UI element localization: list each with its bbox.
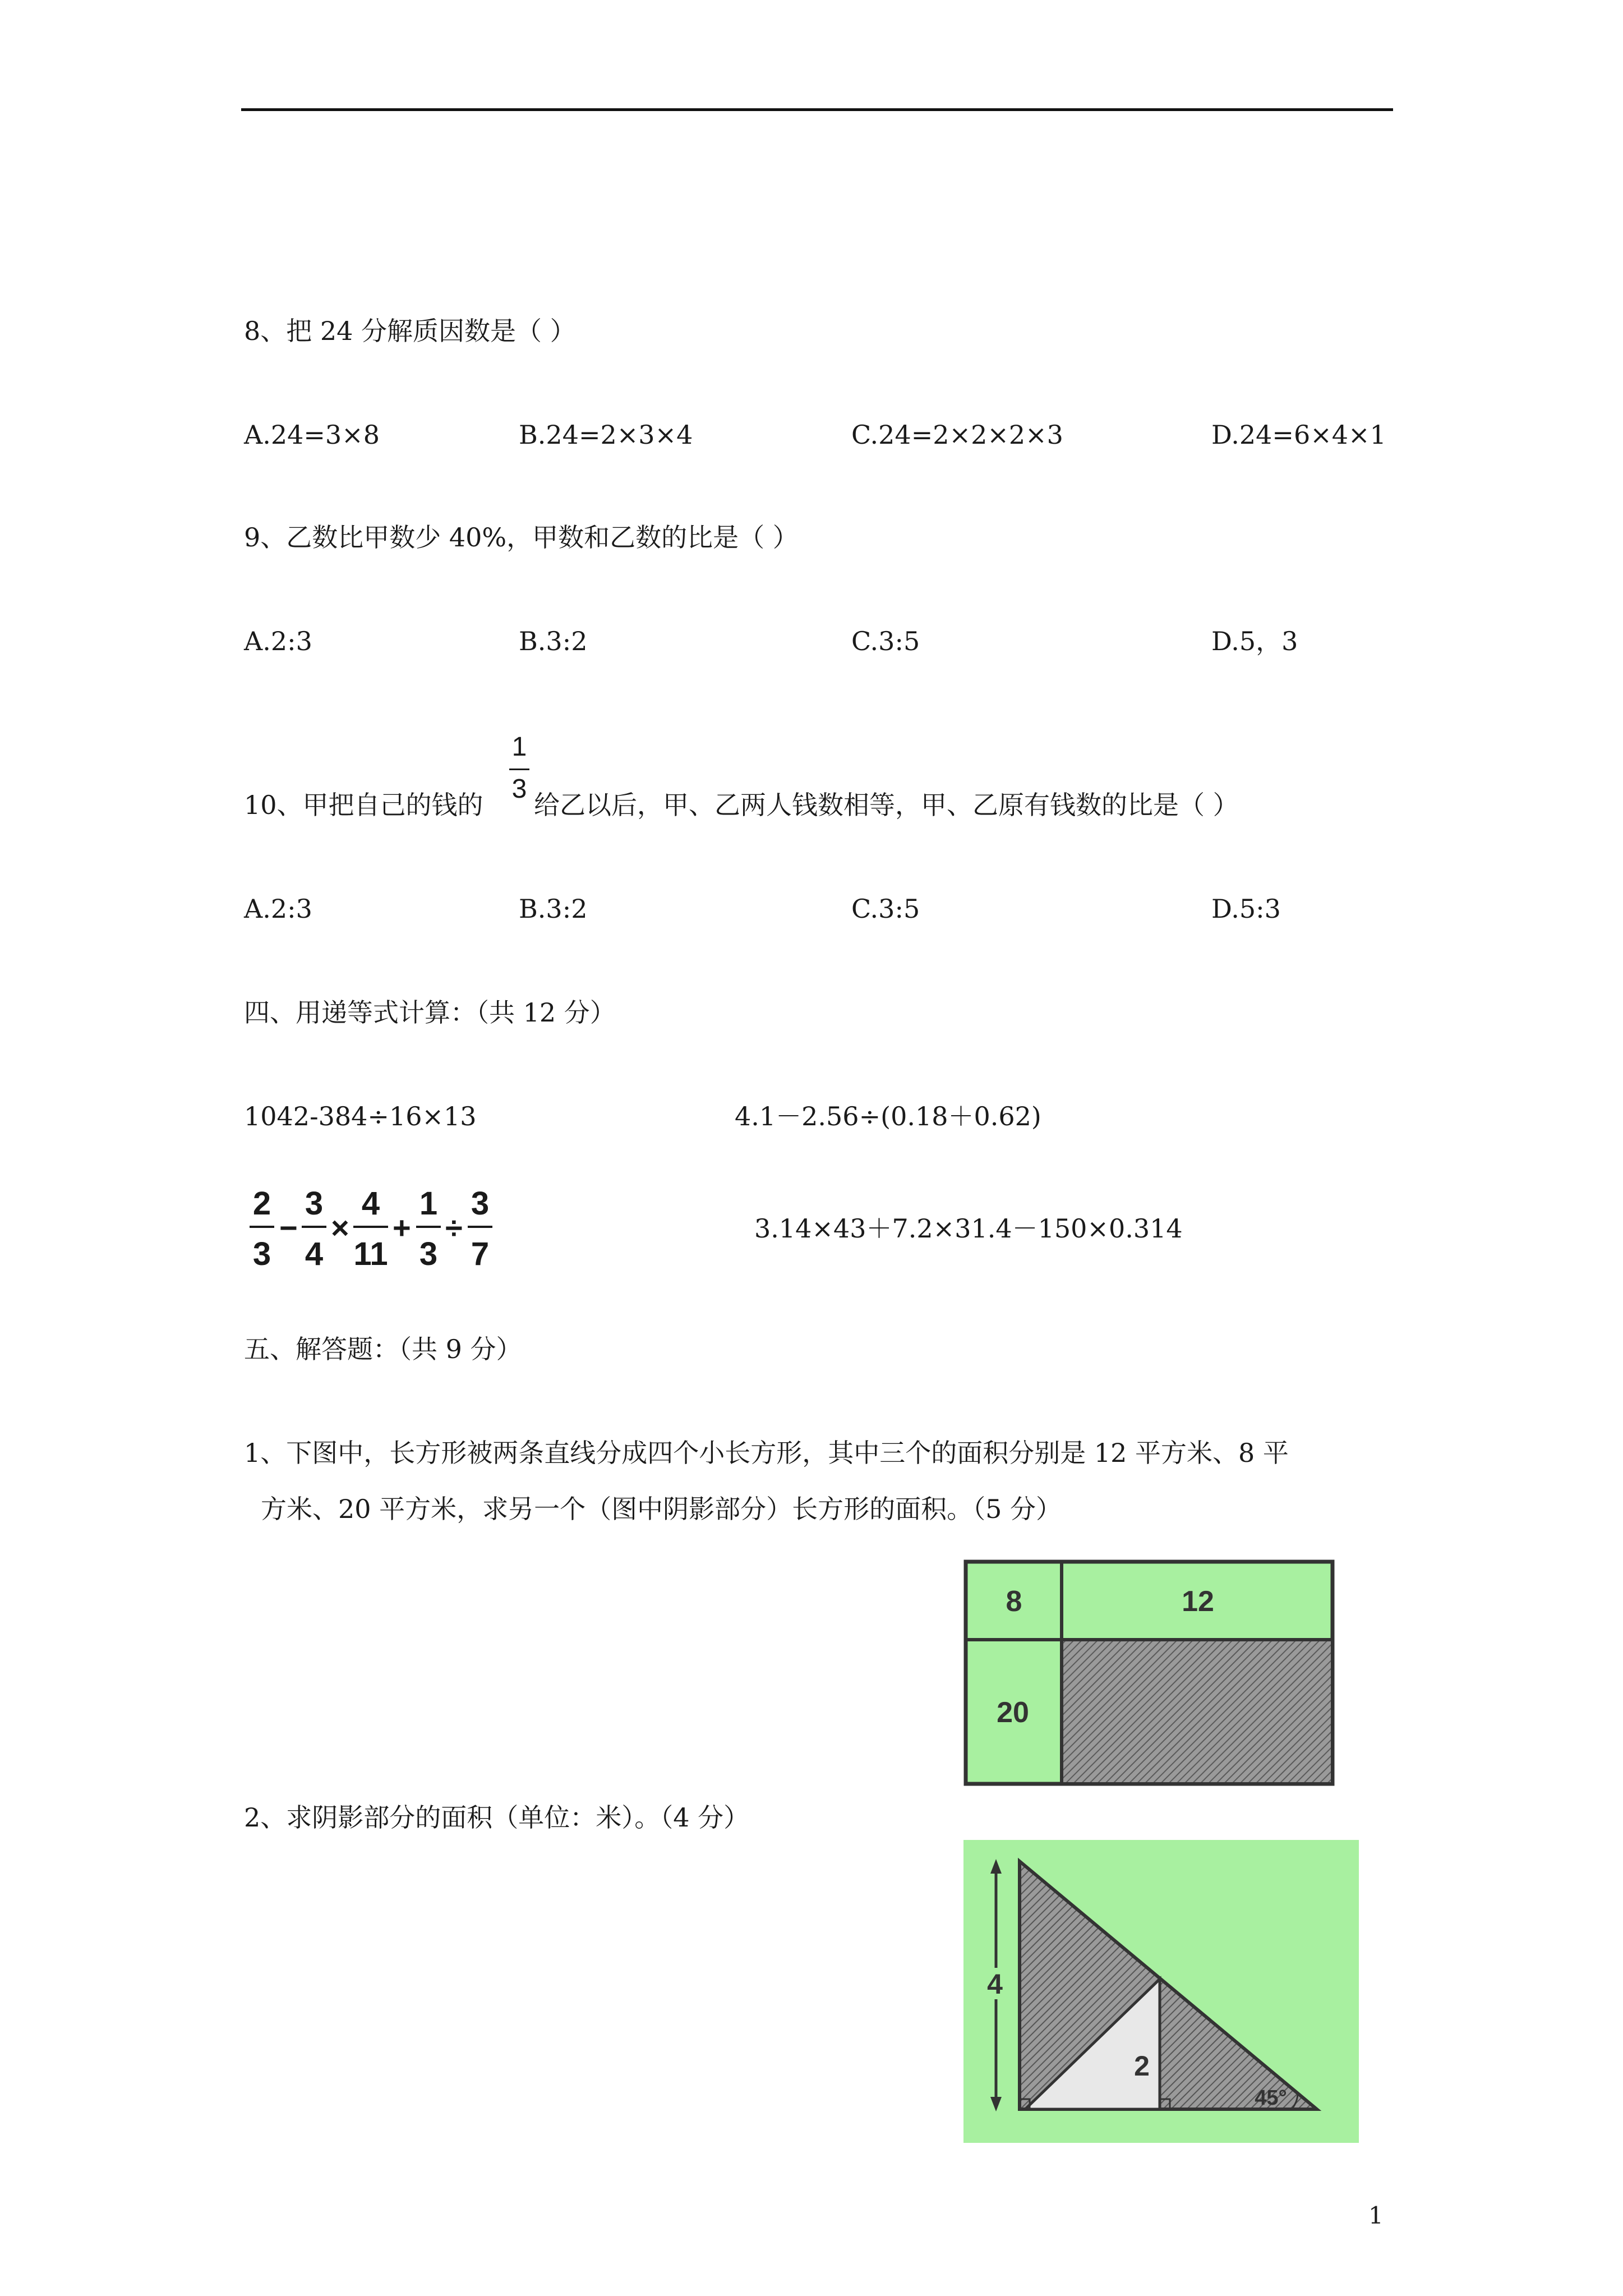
q9-option-d: D.5，3: [1211, 626, 1298, 656]
q8-option-d: D.24=6×4×1: [1211, 420, 1386, 450]
frac3-denominator: 11: [353, 1236, 388, 1272]
q10-option-b: B.3:2: [519, 894, 588, 924]
area-label-12: 12: [1182, 1585, 1214, 1618]
problem2-text: 2、求阴影部分的面积（单位：米）。（4 分）: [244, 1802, 750, 1833]
q9-option-c: C.3:5: [851, 626, 920, 656]
section4-title: 四、用递等式计算：（共 12 分）: [244, 997, 616, 1028]
frac1-denominator: 3: [252, 1236, 271, 1272]
calc-expression-4: 3.14×43＋7.2×31.4－150×0.314: [754, 1213, 1183, 1244]
rectangle-figure: [963, 1559, 1335, 1786]
q8-stem: 8、把 24 分解质因数是（ ）: [244, 316, 576, 346]
q9-option-b: B.3:2: [519, 626, 588, 656]
q10-stem-after: 给乙以后，甲、乙两人钱数相等，甲、乙原有钱数的比是（ ）: [534, 790, 1239, 820]
frac3-bar: [353, 1226, 388, 1228]
operator-plus: +: [393, 1210, 411, 1245]
frac4-bar: [416, 1226, 441, 1228]
height-label: 4: [987, 1968, 1003, 2000]
area-label-8: 8: [1006, 1585, 1022, 1618]
q10-stem-before: 10、甲把自己的钱的: [244, 790, 483, 820]
problem1-line2: 方米、20 平方米，求另一个（图中阴影部分）长方形的面积。（5 分）: [261, 1494, 1062, 1524]
q10-option-c: C.3:5: [851, 894, 920, 924]
frac2-denominator: 4: [305, 1236, 324, 1272]
problem1-line1: 1、下图中，长方形被两条直线分成四个小长方形，其中三个的面积分别是 12 平方米、8 平: [244, 1438, 1289, 1468]
frac4-numerator: 1: [419, 1185, 438, 1222]
section5-title: 五、解答题：（共 9 分）: [244, 1334, 522, 1364]
angle-label: 45°: [1255, 2086, 1287, 2110]
q10-fraction-numerator: 1: [511, 732, 527, 762]
q10-fraction-denominator: 3: [511, 774, 527, 804]
q10-fraction-bar: [509, 769, 529, 770]
page-number: 1: [1368, 2202, 1384, 2229]
q10-option-a: A.2:3: [244, 894, 312, 924]
frac5-bar: [468, 1226, 492, 1228]
q9-stem: 9、乙数比甲数少 40%，甲数和乙数的比是（ ）: [244, 522, 799, 553]
q9-option-a: A.2:3: [244, 626, 312, 656]
frac3-numerator: 4: [361, 1185, 380, 1222]
frac2-numerator: 3: [305, 1185, 324, 1222]
frac2-bar: [302, 1226, 326, 1228]
calc-expression-1: 1042-384÷16×13: [244, 1101, 477, 1131]
calc-expression-2: 4.1－2.56÷(0.18＋0.62): [735, 1101, 1041, 1131]
q8-option-c: C.24=2×2×2×3: [851, 420, 1063, 450]
frac5-denominator: 7: [471, 1236, 490, 1272]
shaded-rectangle: [1063, 1641, 1331, 1782]
q8-option-a: A.24=3×8: [244, 420, 380, 450]
triangle-figure: [963, 1840, 1359, 2143]
frac1-bar: [250, 1226, 274, 1228]
area-label-20: 20: [997, 1696, 1029, 1729]
frac1-numerator: 2: [252, 1185, 271, 1222]
q10-option-d: D.5:3: [1211, 894, 1281, 924]
inner-height-label: 2: [1134, 2050, 1150, 2082]
header-rule: [241, 108, 1393, 111]
q8-option-b: B.24=2×3×4: [519, 420, 693, 450]
frac5-numerator: 3: [471, 1185, 490, 1222]
operator-minus: −: [279, 1210, 298, 1245]
frac4-denominator: 3: [419, 1236, 438, 1272]
operator-divide: ÷: [445, 1210, 463, 1245]
operator-times: ×: [331, 1210, 349, 1245]
